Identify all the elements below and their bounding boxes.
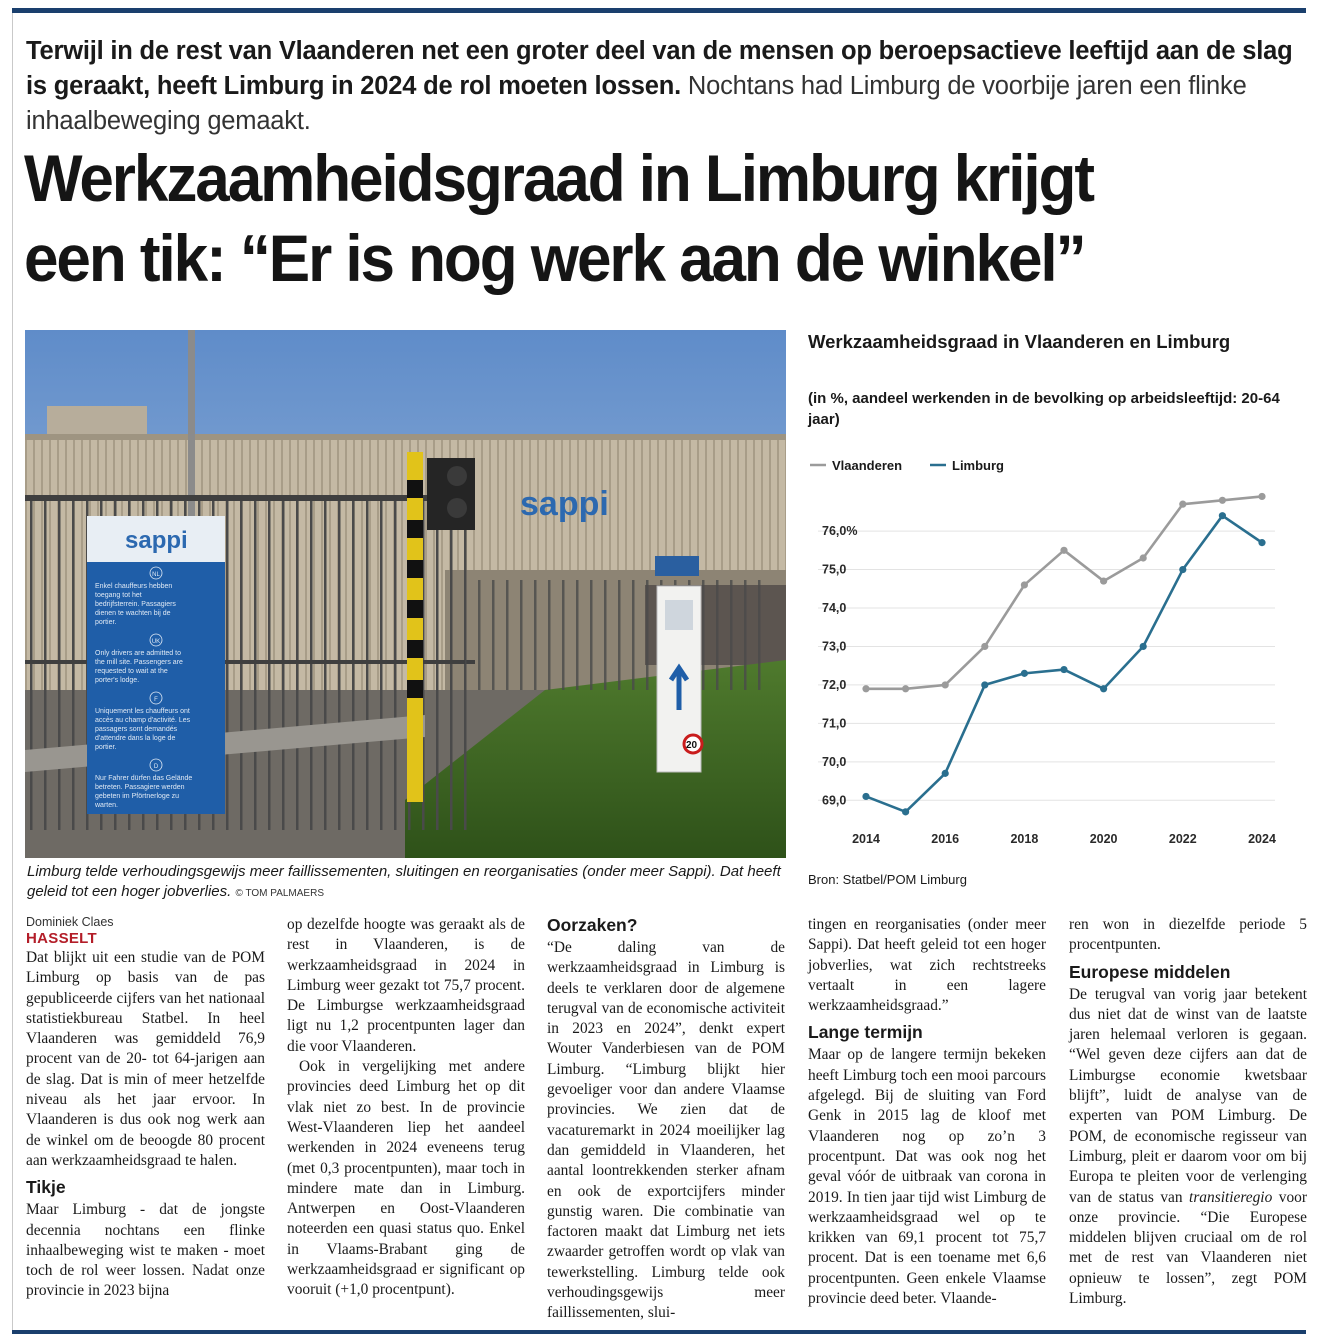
sign-text-line: porter's lodge. [95, 677, 140, 684]
article-photo [25, 330, 786, 858]
sign-text-line: bedrijfsterrein. Passagiers [95, 601, 176, 608]
paragraph: ren won in diezelfde periode 5 procentpunten. [1069, 916, 1307, 954]
caption-text: Limburg telde verhoudingsgewijs meer faillissementen, sluitingen en reorganisaties (onder meer Sappi). Dat heeft geleid tot een hoger jobverlies. [27, 863, 781, 900]
subheading-oorzaken: Oorzaken? [547, 915, 638, 935]
article-column-5 [1069, 915, 1307, 1309]
subheading-europese-middelen: Europese middelen [1069, 961, 1231, 982]
text-run: voor onze provincie. “Die Europese middelen blijven cruciaal om de rol met de rest van Vlaanderen niet opnieuw te lossen”, zegt POM Limburg. [1069, 1188, 1307, 1308]
sign-text-line: Only drivers are admitted to [95, 650, 181, 657]
headline-line-1: Werkzaamheidsgraad in Limburg krijgt [24, 141, 1093, 215]
data-point-vlaanderen [1140, 554, 1147, 561]
sign-text-line: Enkel chauffeurs hebben [95, 583, 173, 590]
sign-language-code: NL [152, 572, 160, 578]
x-axis-ticks [852, 832, 1276, 846]
data-point-vlaanderen [902, 685, 909, 692]
data-point-vlaanderen [1179, 501, 1186, 508]
series-line-limburg [866, 516, 1262, 812]
headline-line-2: een tik: “Er is nog werk aan de winkel” [24, 221, 1085, 295]
article-column-4 [808, 915, 1046, 1309]
lede-bold: Terwijl in de rest van Vlaanderen net een groter deel van de mensen op beroepsactieve leeftijd aan de slag is geraakt, heeft Limburg in 2024 de rol moeten lossen. [26, 37, 1293, 100]
chart-legend [810, 458, 1004, 473]
sign-language-code: D [153, 764, 159, 770]
series-line-vlaanderen [866, 496, 1262, 688]
speed-sign-text: 20 [686, 740, 698, 751]
x-tick-label: 2018 [1010, 832, 1039, 846]
data-point-vlaanderen [1100, 577, 1107, 584]
data-point-limburg [981, 681, 988, 688]
chart-subtitle: (in %, aandeel werkenden in de bevolking op arbeidsleeftijd: 20-64 jaar) [808, 390, 1280, 428]
x-tick-label: 2022 [1168, 832, 1197, 846]
data-point-vlaanderen [981, 643, 988, 650]
paragraph: Ook in vergelijking met andere provincies deed Limburg het op dit vlak niet zo best. In de provincie West-Vlaanderen liep het aandeel werkenden in 2024 eveneens terug (met 0,3 procentpunten), maar toch in mindere mate dan in Limburg. Antwerpen en Oost-Vlaanderen noteerden een quasi status quo. Enkel in Vlaams-Brabant ging de werkzaamheidsgraad er significant op vooruit (+1,0 procentpunt). [287, 1058, 525, 1299]
data-point-limburg [1060, 666, 1067, 673]
paragraph: Maar op de langere termijn bekeken heeft Limburg toch een mooi parcours afgelegd. Bij de sluiting van Ford Genk in 2015 lag de kloof met Vlaanderen nog op zo’n 3 procentpunt. Dat was ook nog het geval vóór de uitbraak van corona in 2019. In tien jaar tijd wist Limburg de werkzaamheidsgraad wel op te krikken van 69,1 procent tot 75,7 procent. Dat is een toename met 6,6 procentpunten. Geen enkele Vlaamse provincie deed beter. Vlaande- [808, 1046, 1046, 1308]
sign-text-line: portier. [95, 744, 117, 751]
y-tick-label: 75,0 [822, 562, 847, 577]
sign-text-line: gebeten im Pförtnerloge zu [95, 793, 180, 800]
data-point-vlaanderen [862, 685, 869, 692]
x-tick-label: 2020 [1089, 832, 1118, 846]
data-point-limburg [1021, 670, 1028, 677]
y-tick-label: 76,0% [822, 524, 858, 539]
byline: Dominiek Claes [26, 915, 114, 929]
wall-brand-text: sappi [520, 485, 609, 523]
y-tick-label: 69,0 [822, 793, 847, 808]
paragraph: Maar Limburg - dat de jongste decennia nochtans een flinke inhaalbeweging wist te maken - moet toch de rol weer lossen. Nadat onze provincie in 2023 bijna [26, 1201, 265, 1300]
paragraph: Dat blijkt uit een studie van de POM Limburg op basis van de pas gepubliceerde cijfers van het nationaal statistiekbureau Statbel. In heel Vlaanderen was gemiddeld 76,9 procent van de 20- tot 64-jarigen aan de slag. Dat is min of meer hetzelfde niveau als het jaar ervoor. In Vlaanderen is dus ook nog werk aan de winkel om de beoogde 80 procent aan werkzaamheidsgraad te halen. [26, 949, 265, 1169]
sign-language-code: F [154, 697, 158, 703]
article-lede [26, 34, 1306, 139]
sign-text-line: portier. [95, 619, 117, 626]
data-point-limburg [902, 808, 909, 815]
emphasis: transitieregio [1189, 1188, 1273, 1206]
sign-text-line: Nur Fahrer dürfen das Gelände [95, 775, 193, 782]
data-point-vlaanderen [1219, 497, 1226, 504]
y-tick-label: 71,0 [822, 716, 847, 731]
sign-text-line: passagers sont demandés [95, 726, 178, 733]
sign-text-line: accès au champ d'activité. Les [95, 717, 191, 724]
paragraph [1069, 985, 1307, 1310]
x-tick-label: 2024 [1248, 832, 1276, 846]
article-column-1 [26, 915, 265, 1302]
legend-label: Vlaanderen [832, 458, 903, 473]
chart-series [862, 493, 1265, 816]
y-tick-label: 70,0 [822, 754, 847, 769]
y-axis-ticks [822, 524, 857, 807]
y-tick-label: 73,0 [822, 639, 847, 654]
chart-title: Werkzaamheidsgraad in Vlaanderen en Limburg [808, 331, 1231, 352]
bottom-rule [12, 1330, 1306, 1334]
article-column-3 [547, 913, 785, 1324]
sign-text-line: betreten. Passagiere werden [95, 784, 185, 791]
x-tick-label: 2016 [931, 832, 960, 846]
dateline: HASSELT [26, 930, 97, 947]
data-point-limburg [1179, 566, 1186, 573]
x-tick-label: 2014 [852, 832, 880, 846]
data-point-vlaanderen [1060, 547, 1067, 554]
data-point-limburg [1219, 512, 1226, 519]
paragraph: op dezelfde hoogte was geraakt als de rest in Vlaanderen, is de werkzaamheidsgraad in 2024 in Limburg weer gezakt tot 75,7 procent. De Limburgse werkzaamheidsgraad ligt nu 1,2 procentpunten lager dan die voor Vlaanderen. [287, 916, 525, 1055]
article-column-2 [287, 915, 525, 1301]
subheading-lange-termijn: Lange termijn [808, 1022, 923, 1043]
article-headline [24, 138, 1237, 298]
paragraph: “De daling van de werkzaamheidsgraad in Limburg is deels te verklaren door de algemene terugval van de economische activiteit in 2023 en 2024”, denkt expert Wouter Vanderbiesen van de POM Limburg. “Limburg blijkt hier gevoeliger voor dan andere Vlaamse provincies. We zien dat de vacaturemarkt in 2024 moeilijker lag dan gemiddeld in Vlaanderen, het aantal loontrekkenden sterker afnam en ook de exportcijfers minder gunstig waren. Die combinatie van factoren maakt dat Limburg net iets zwaarder getroffen wordt op vlak van tewerkstelling. Limburg telde ook verhoudingsgewijs meer faillissementen, slui- [547, 939, 785, 1322]
line-chart [790, 450, 1300, 860]
photo-credit: © TOM PALMAERS [235, 888, 324, 899]
y-tick-label: 72,0 [822, 677, 847, 692]
data-point-vlaanderen [1021, 581, 1028, 588]
y-tick-label: 74,0 [822, 601, 847, 615]
sign-text-line: requested to wait at the [95, 668, 168, 675]
photo-caption [27, 862, 797, 904]
data-point-vlaanderen [942, 681, 949, 688]
chart-source: Bron: Statbel/POM Limburg [808, 872, 967, 887]
data-point-limburg [1140, 643, 1147, 650]
sign-text-line: warten. [95, 802, 118, 809]
sign-brand-text: sappi [125, 527, 188, 554]
sign-language-code: UK [151, 639, 161, 645]
data-point-limburg [1258, 539, 1265, 546]
data-point-limburg [862, 793, 869, 800]
chart-grid [818, 531, 1275, 800]
sign-text-line: Uniquement les chauffeurs ont [95, 708, 190, 715]
sign-text-line: the mill site. Passengers are [95, 659, 183, 666]
top-rule [12, 8, 1306, 13]
subheading-tikje: Tikje [26, 1177, 66, 1198]
sign-text-line: toegang tot het [95, 592, 142, 599]
sign-text-line: dienen te wachten bij de [95, 610, 171, 617]
data-point-limburg [1100, 685, 1107, 692]
data-point-vlaanderen [1258, 493, 1265, 500]
data-point-limburg [942, 770, 949, 777]
paragraph: tingen en reorganisaties (onder meer Sappi). Dat heeft geleid tot een hoger jobverlies, wat zich rechtstreeks vertaalt in een lagere werkzaamheidsgraad.” [808, 916, 1046, 1015]
text-run: De terugval van vorig jaar betekent dus niet dat de winst van de laatste jaren helemaal verloren is gegaan. “Wel geven deze cijfers aan dat de Limburgse economie kwetsbaar blijft”, luidt de analyse van de experten van POM Limburg. De POM, de economische regisseur van Limburg, pleit er daarom voor om bij Europa te pleiten voor de verlenging van de status van [1069, 985, 1307, 1206]
sign-text-line: d'attendre dans la loge de [95, 735, 176, 742]
legend-label: Limburg [952, 458, 1004, 473]
lede-normal: Nochtans had Limburg de voorbije jaren een flinke inhaalbeweging gemaakt. [26, 72, 1247, 135]
left-rule [12, 13, 13, 1330]
